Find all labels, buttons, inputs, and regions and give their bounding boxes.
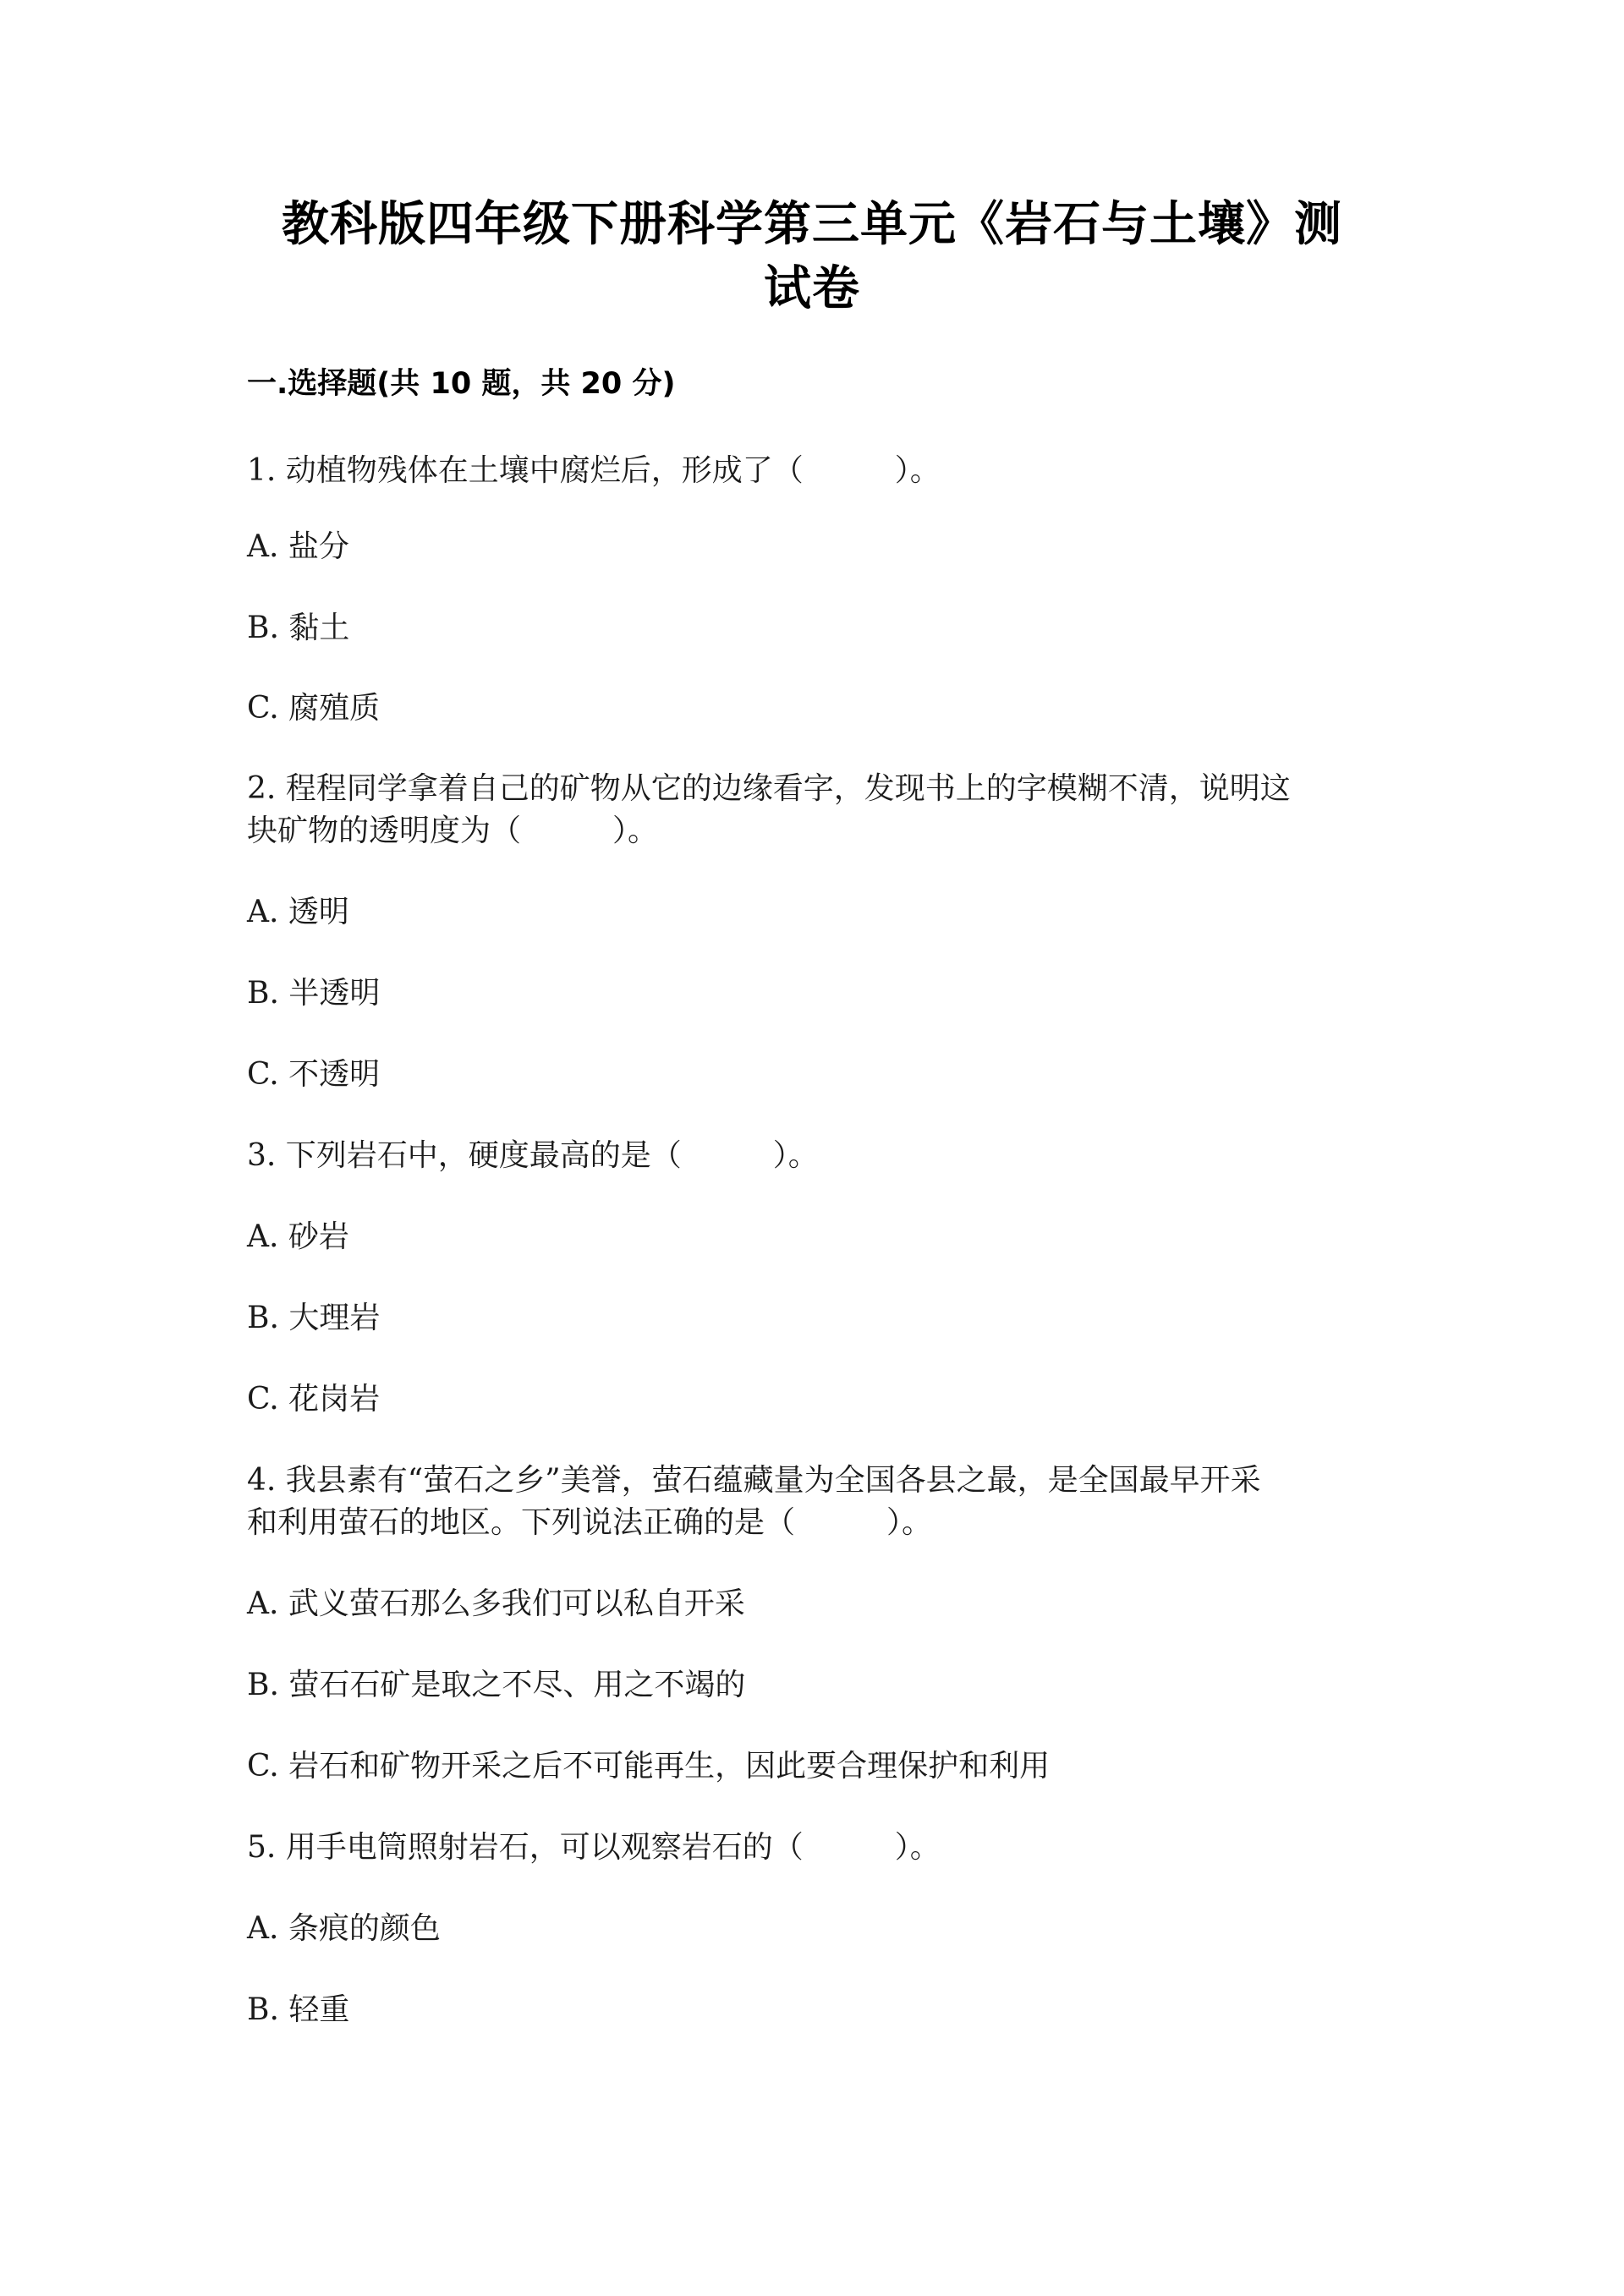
question-4-option-b: B. 萤石石矿是取之不尽、用之不竭的 xyxy=(247,1668,746,1702)
section-heading: 一.选择题(共 10 题，共 20 分) xyxy=(247,367,676,401)
question-5-stem: 5. 用手电筒照射岩石，可以观察岩石的（ ）。 xyxy=(247,1830,941,1865)
question-2-option-c: C. 不透明 xyxy=(247,1057,381,1092)
page-title xyxy=(245,193,1379,321)
question-5-option-b: B. 轻重 xyxy=(247,1992,350,2027)
question-4-stem-line-1: 4. 我县素有“萤石之乡”美誉，萤石蕴藏量为全国各县之最，是全国最早开采 xyxy=(247,1463,1261,1498)
question-4-option-c: C. 岩石和矿物开采之后不可能再生，因此要合理保护和利用 xyxy=(247,1749,1051,1784)
question-2-stem-line-2: 块矿物的透明度为（ ）。 xyxy=(247,814,659,848)
question-1-option-a: A. 盐分 xyxy=(247,529,349,564)
question-1-option-b: B. 黏土 xyxy=(247,611,350,645)
question-4-stem-line-2: 和利用萤石的地区。下列说法正确的是（ ）。 xyxy=(247,1505,933,1540)
question-4-option-a: A. 武义萤石那么多我们可以私自开采 xyxy=(247,1586,745,1621)
question-3-option-a: A. 砂岩 xyxy=(247,1219,349,1254)
title-line-2: 试卷 xyxy=(764,261,860,316)
question-3-option-b: B. 大理岩 xyxy=(247,1301,381,1335)
question-1-stem: 1. 动植物残体在土壤中腐烂后，形成了（ ）。 xyxy=(247,453,941,488)
question-3-stem: 3. 下列岩石中，硬度最高的是（ ）。 xyxy=(247,1138,819,1173)
question-2-option-a: A. 透明 xyxy=(247,895,349,929)
question-5-option-a: A. 条痕的颜色 xyxy=(247,1911,441,1946)
title-line-1: 教科版四年级下册科学第三单元《岩石与土壤》测 xyxy=(282,197,1342,252)
question-2-stem-line-1: 2. 程程同学拿着自己的矿物从它的边缘看字，发现书上的字模糊不清，说明这 xyxy=(247,771,1291,806)
question-1-option-c: C. 腐殖质 xyxy=(247,691,381,726)
question-3-option-c: C. 花岗岩 xyxy=(247,1382,381,1417)
question-2-option-b: B. 半透明 xyxy=(247,976,381,1011)
